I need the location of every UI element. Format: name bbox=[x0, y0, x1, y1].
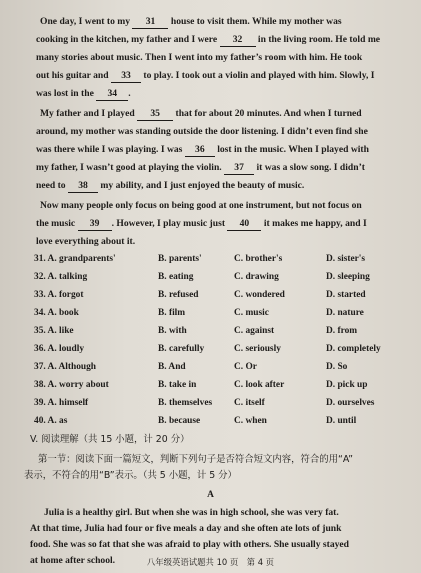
passage-line: My father and I played 35 that for about 20 minutes. And when I turned bbox=[40, 108, 362, 119]
option-row-32 bbox=[34, 272, 404, 288]
option-row-39 bbox=[34, 398, 404, 414]
option-d: D. from bbox=[326, 326, 358, 336]
option-b: B. film bbox=[158, 308, 186, 318]
option-b: B. parents' bbox=[158, 254, 202, 264]
option-c: C. brother's bbox=[234, 254, 283, 264]
option-row-40 bbox=[34, 416, 404, 432]
option-b: B. take in bbox=[158, 380, 197, 390]
passage-paragraph-3 bbox=[0, 198, 421, 252]
option-d: D. ourselves bbox=[326, 398, 375, 408]
page-footer: 八年级英语试题共 10 页 第 4 页 bbox=[146, 557, 275, 567]
option-a: 33. A. forgot bbox=[34, 290, 84, 300]
option-a: 38. A. worry about bbox=[34, 380, 109, 390]
section-instruction: 第一节：阅读下面一篇短文，判断下列句子是否符合短文内容，符合的用“A” bbox=[38, 454, 353, 465]
passage-line: need to 38 my ability, and I just enjoyed the beauty of music. bbox=[36, 180, 305, 191]
blank-34: 34 bbox=[96, 88, 128, 101]
option-d: D. So bbox=[326, 362, 348, 372]
passage-paragraph-1 bbox=[0, 14, 421, 104]
blank-40: 40 bbox=[227, 218, 261, 231]
section-heading: V. 阅读理解（共 15 小题，计 20 分） bbox=[30, 434, 190, 445]
section-instruction: 表示，不符合的用“B”表示。（共 5 小题，计 5 分） bbox=[24, 470, 237, 481]
option-a: 35. A. like bbox=[34, 326, 74, 336]
option-c: C. seriously bbox=[234, 344, 281, 354]
option-b: B. refused bbox=[158, 290, 199, 300]
option-row-36 bbox=[34, 344, 404, 360]
passage-line: At that time, Julia had four or five meals a day and she often ate lots of junk bbox=[30, 523, 342, 534]
option-c: C. drawing bbox=[234, 272, 279, 282]
passage-line: Now many people only focus on being good at one instrument, but not focus on bbox=[40, 200, 362, 211]
option-row-31 bbox=[34, 254, 404, 270]
passage-line: was there while I was playing. I was 36 lost in the music. When I played with bbox=[36, 144, 369, 155]
passage-line: at home after school. bbox=[30, 555, 116, 566]
option-d: D. sister's bbox=[326, 254, 366, 264]
option-row-33 bbox=[34, 290, 404, 306]
option-a: 37. A. Although bbox=[34, 362, 96, 372]
passage-line: many stories about music. Then I went into my father’s room with him. He took bbox=[36, 52, 363, 63]
option-row-35 bbox=[34, 326, 404, 342]
option-a: 34. A. book bbox=[34, 308, 79, 318]
option-row-34 bbox=[34, 308, 404, 324]
passage-line: Julia is a healthy girl. But when she was in high school, she was very fat. bbox=[44, 507, 339, 518]
option-d: D. sleeping bbox=[326, 272, 370, 282]
option-d: D. started bbox=[326, 290, 366, 300]
passage-line: food. She was so fat that she was afraid to play with others. She usually stayed bbox=[30, 539, 350, 550]
option-a: 36. A. loudly bbox=[34, 344, 85, 354]
option-c: C. wondered bbox=[234, 290, 285, 300]
option-c: C. when bbox=[234, 416, 267, 426]
blank-38: 38 bbox=[68, 180, 98, 193]
passage-line: the music 39 . However, I play music just 40 it makes me happy, and I bbox=[36, 218, 367, 229]
blank-35: 35 bbox=[137, 108, 173, 121]
option-a: 32. A. talking bbox=[34, 272, 88, 282]
passage-line: love everything about it. bbox=[36, 236, 136, 247]
passage-line: my father, I wasn’t good at playing the violin. 37 it was a slow song. I didn’t bbox=[36, 162, 365, 173]
blank-32: 32 bbox=[220, 34, 256, 47]
option-c: C. against bbox=[234, 326, 275, 336]
option-b: B. carefully bbox=[158, 344, 205, 354]
option-a: 31. A. grandparents' bbox=[34, 254, 116, 264]
option-a: 40. A. as bbox=[34, 416, 68, 426]
option-a: 39. A. himself bbox=[34, 398, 89, 408]
passage-letter: A bbox=[207, 490, 214, 500]
passage-paragraph-2 bbox=[0, 106, 421, 196]
option-b: B. And bbox=[158, 362, 186, 372]
blank-31: 31 bbox=[132, 16, 168, 29]
option-b: B. themselves bbox=[158, 398, 213, 408]
option-c: C. itself bbox=[234, 398, 265, 408]
option-c: C. music bbox=[234, 308, 269, 318]
blank-36: 36 bbox=[185, 144, 215, 157]
blank-33: 33 bbox=[111, 70, 141, 83]
blank-37: 37 bbox=[224, 162, 254, 175]
option-d: D. pick up bbox=[326, 380, 368, 390]
passage-line: cooking in the kitchen, my father and I were 32 in the living room. He told me bbox=[36, 34, 381, 45]
option-b: B. with bbox=[158, 326, 187, 336]
option-c: C. look after bbox=[234, 380, 285, 390]
passage-line: out his guitar and 33 to play. I took out a violin and played with him. Slowly, I bbox=[36, 70, 375, 81]
option-b: B. eating bbox=[158, 272, 194, 282]
option-row-37 bbox=[34, 362, 404, 378]
option-b: B. because bbox=[158, 416, 201, 426]
passage-line: around, my mother was standing outside the door listening. I didn’t even find she bbox=[36, 126, 368, 137]
passage-line: One day, I went to my 31 house to visit them. While my mother was bbox=[40, 16, 342, 27]
option-d: D. completely bbox=[326, 344, 381, 354]
option-d: D. nature bbox=[326, 308, 364, 318]
option-d: D. until bbox=[326, 416, 357, 426]
passage-line: was lost in the 34 . bbox=[36, 88, 131, 99]
option-c: C. Or bbox=[234, 362, 257, 372]
option-row-38 bbox=[34, 380, 404, 396]
blank-39: 39 bbox=[78, 218, 112, 231]
